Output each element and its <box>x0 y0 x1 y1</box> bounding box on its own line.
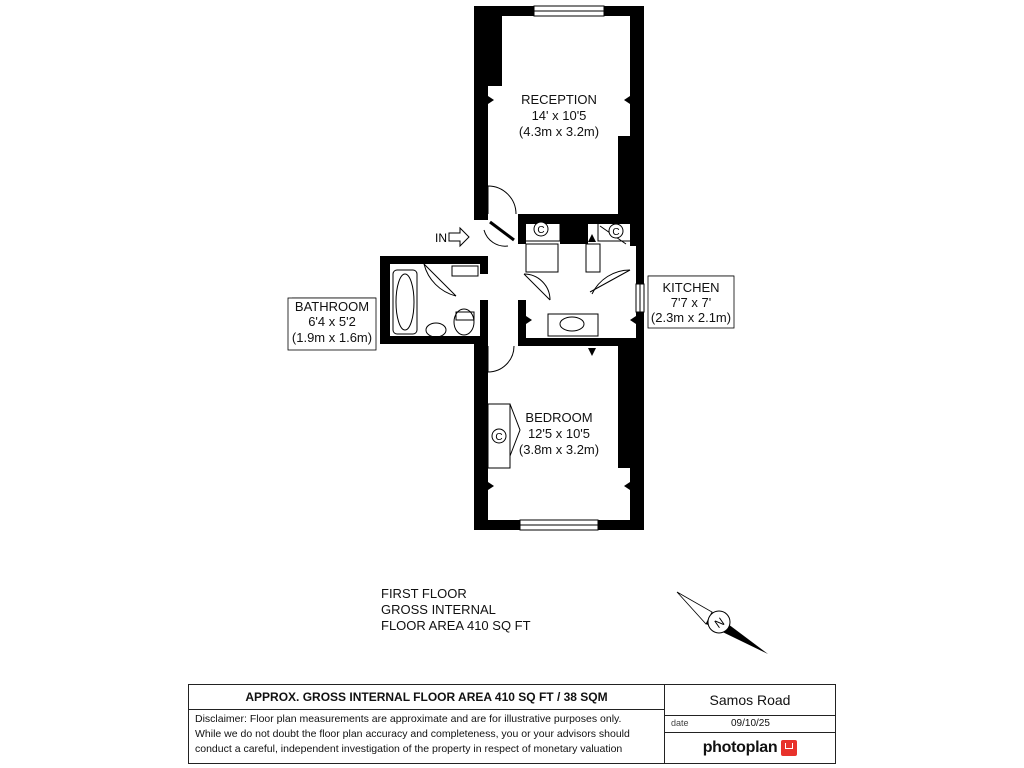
floor-area-label: GROSS INTERNAL <box>381 602 496 617</box>
disclaimer-line-1: Disclaimer: Floor plan measurements are approximate and are for illustrative purposes only. <box>195 713 622 725</box>
footer-panel <box>188 684 836 764</box>
room-kitchen <box>648 276 734 328</box>
room-bedroom <box>519 410 599 457</box>
disclaimer-text <box>189 710 664 757</box>
total-area-title: APPROX. GROSS INTERNAL FLOOR AREA 410 SQ FT / 38 SQM <box>189 685 664 710</box>
photoplan-logo-icon <box>781 740 797 756</box>
room-bathroom <box>288 298 376 350</box>
property-address: Samos Road <box>665 685 835 716</box>
reception-imperial: 14' x 10'5 <box>531 108 587 123</box>
cupboard-symbol-2: C <box>612 227 620 238</box>
entrance-label: IN <box>435 231 447 245</box>
footer-disclaimer-section <box>189 685 665 763</box>
disclaimer-line-3: conduct a careful, independent investigation of the property in respect of monetary valuation <box>195 743 623 755</box>
kitchen-metric: (2.3m x 2.1m) <box>650 310 732 325</box>
brand-name: photoplan <box>702 739 778 756</box>
brand-logo-area <box>665 733 835 763</box>
kitchen-name: KITCHEN <box>662 280 720 295</box>
disclaimer-line-2: While we do not doubt the floor plan accuracy and completeness, you or your advisors should <box>195 728 630 740</box>
footer-info-section <box>665 685 835 763</box>
bedroom-imperial: 12'5 x 10'5 <box>527 426 591 441</box>
bathroom-name: BATHROOM <box>294 299 370 314</box>
floor-name: FIRST FLOOR <box>381 586 467 601</box>
reception-metric: (4.3m x 3.2m) <box>518 124 600 139</box>
bedroom-metric: (3.8m x 3.2m) <box>518 442 600 457</box>
floor-area-summary <box>381 586 531 634</box>
cupboard-symbol-1: C <box>537 225 545 236</box>
floor-area-value: FLOOR AREA 410 SQ FT <box>381 618 531 633</box>
bedroom-name: BEDROOM <box>525 410 593 425</box>
bathroom-metric: (1.9m x 1.6m) <box>291 330 373 345</box>
entrance-arrow <box>435 228 469 246</box>
kitchen-imperial: 7'7 x 7' <box>670 295 712 310</box>
cupboard-symbol-3: C <box>495 432 503 443</box>
date-label: date <box>671 718 689 728</box>
compass-icon <box>677 592 768 654</box>
reception-name: RECEPTION <box>521 92 597 107</box>
date-row <box>665 716 835 733</box>
bathroom-imperial: 6'4 x 5'2 <box>308 314 356 329</box>
date-value: 09/10/25 <box>731 718 770 729</box>
room-reception <box>519 92 599 139</box>
compass-north-label: N <box>712 614 728 632</box>
